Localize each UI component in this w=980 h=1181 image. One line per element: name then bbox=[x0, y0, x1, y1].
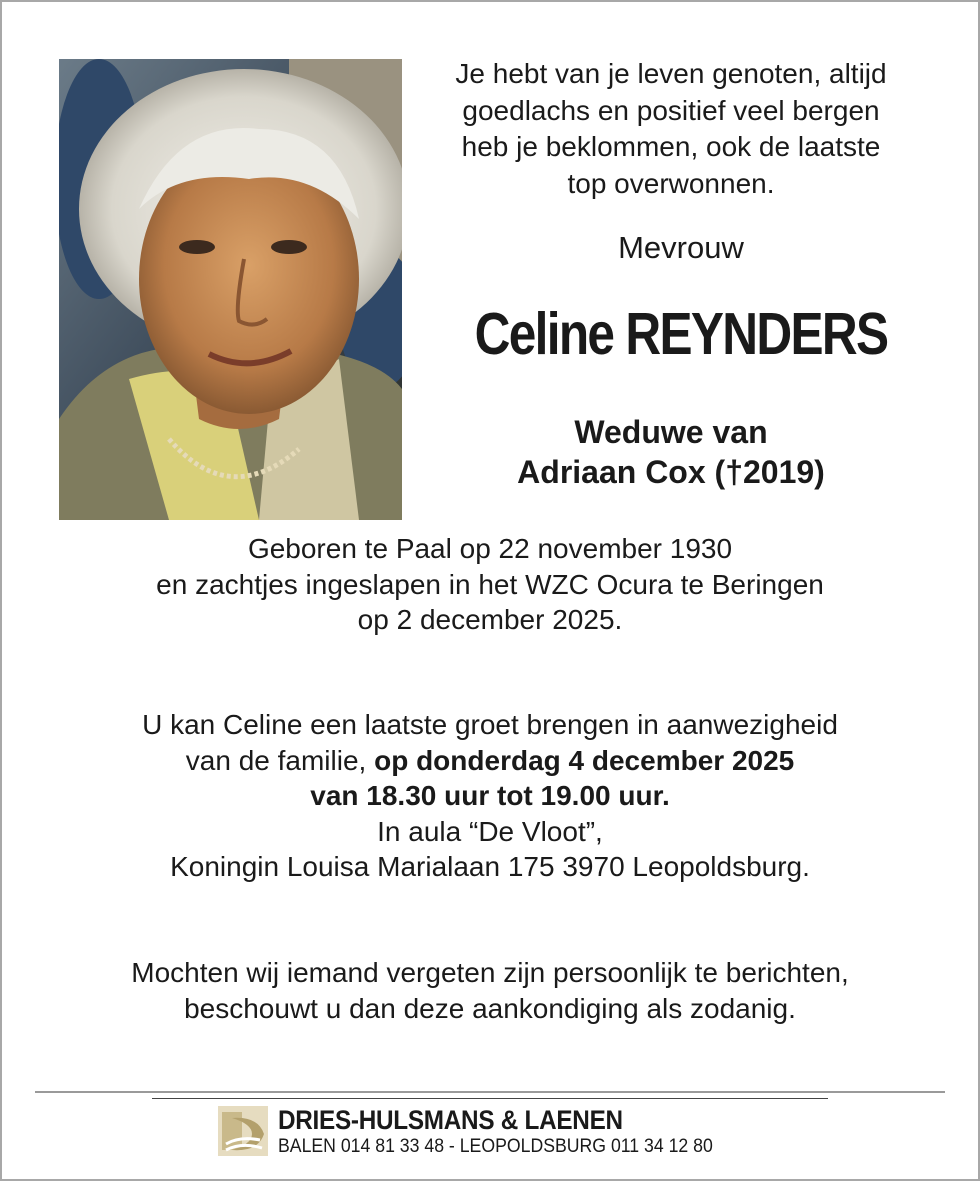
portrait-photo bbox=[59, 59, 402, 520]
funeral-home-name: DRIES-HULSMANS & LAENEN bbox=[278, 1105, 623, 1135]
footer-divider-thin bbox=[152, 1098, 828, 1099]
spouse-line: Weduwe van bbox=[574, 414, 768, 450]
born-line: op 2 december 2025. bbox=[357, 604, 623, 635]
visit-line bbox=[40, 778, 940, 814]
born-line: en zachtjes ingeslapen in het WZC Ocura te Beringen bbox=[156, 568, 824, 600]
funeral-home-phones: BALEN 014 81 33 48 - LEOPOLDSBURG 011 34 12 80 bbox=[278, 1136, 713, 1157]
spouse-line: Adriaan Cox (†2019) bbox=[517, 454, 825, 490]
visit-time: van 18.30 uur tot 19.00 uur. bbox=[310, 780, 670, 811]
spouse-info bbox=[420, 412, 922, 492]
notice-line: beschouwt u dan deze aankondiging als zodanig. bbox=[184, 992, 796, 1024]
visitation-info bbox=[40, 707, 940, 885]
visit-date: op donderdag 4 december 2025 bbox=[374, 744, 795, 776]
poem-line: top overwonnen. bbox=[567, 167, 775, 199]
funeral-home-logo-icon bbox=[218, 1106, 268, 1156]
honorific: Mevrouw bbox=[618, 230, 744, 265]
visit-line: In aula “De Vloot”, bbox=[377, 815, 603, 847]
notice-line: Mochten wij iemand vergeten zijn persoonlijk te berichten, bbox=[131, 957, 849, 988]
footer-divider bbox=[35, 1091, 945, 1093]
visit-address: Koningin Louisa Marialaan 175 3970 Leopoldsburg. bbox=[170, 851, 810, 882]
poem-line: heb je beklommen, ook de laatste bbox=[461, 131, 881, 162]
memorial-poem bbox=[420, 56, 922, 202]
visit-text: van de familie, bbox=[185, 744, 375, 776]
deceased-name: Celine REYNDERS bbox=[474, 301, 888, 367]
poem-line: goedlachs en positief veel bergen bbox=[462, 94, 880, 126]
poem-line: Je hebt van je leven genoten, altijd bbox=[455, 58, 887, 89]
born-line: Geboren te Paal op 22 november 1930 bbox=[247, 533, 733, 564]
visit-line bbox=[40, 743, 940, 779]
notice-text bbox=[40, 955, 940, 1026]
visit-line: U kan Celine een laatste groet brengen in aanwezigheid bbox=[142, 709, 838, 740]
birth-death-info bbox=[40, 531, 940, 638]
